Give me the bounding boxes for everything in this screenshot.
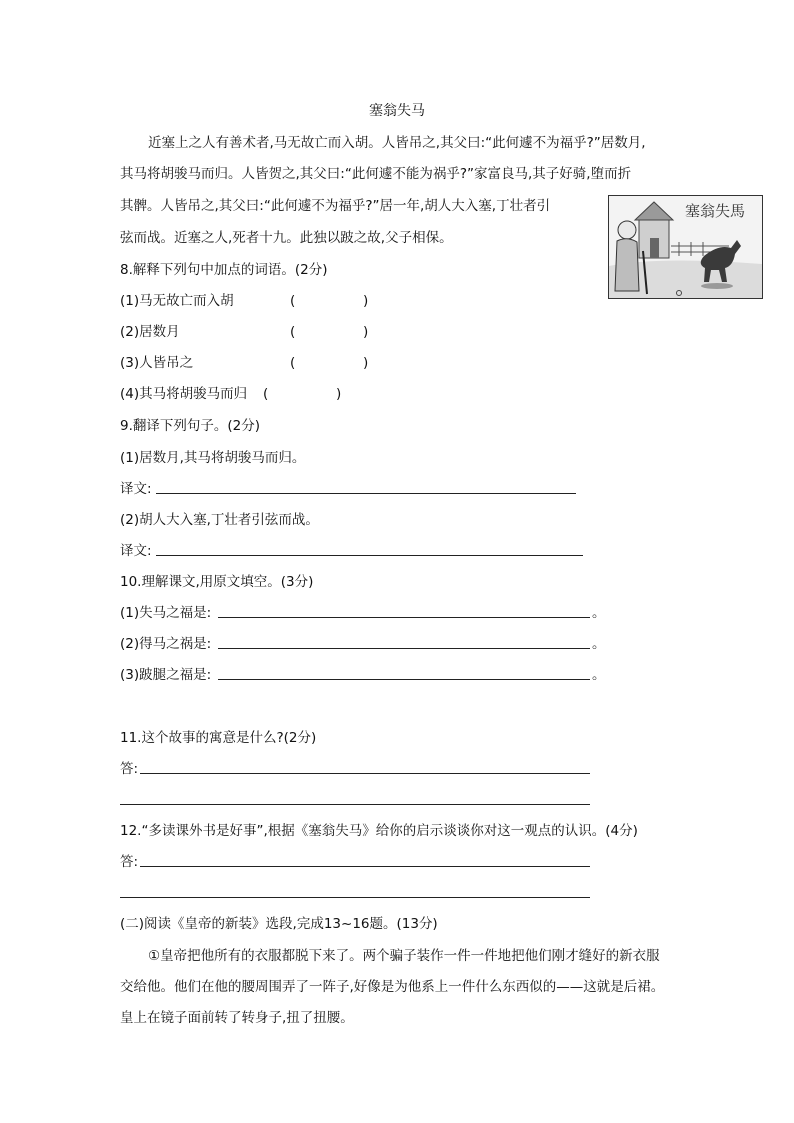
q8-item-3-open: ( <box>290 355 296 371</box>
q10-answer-line-2[interactable] <box>218 648 590 649</box>
illustration-image <box>608 195 763 299</box>
q8-item-3: (3)人皆吊之 <box>120 355 194 371</box>
q8-item-4-open: ( <box>263 386 269 402</box>
q12-stem: 12.“多读课外书是好事”,根据《塞翁失马》给你的启示谈谈你对这一观点的认识。(4分) <box>120 823 638 839</box>
q9-sentence-1: (1)居数月,其马将胡骏马而归。 <box>120 450 306 466</box>
section2-line-2: 交给他。他们在他的腰周围弄了一阵子,好像是为他系上一件什么东西似的——这就是后裙。 <box>120 979 665 995</box>
q8-item-1-close: ) <box>363 293 369 309</box>
q8-item-1: (1)马无故亡而入胡 <box>120 293 234 309</box>
q10-item-1: (1)失马之福是: <box>120 605 212 621</box>
q11-answer-label: 答: <box>120 761 139 777</box>
passage-line-2: 其马将胡骏马而归。人皆贺之,其父曰:“此何遽不能为祸乎?”家富良马,其子好骑,堕而折 <box>120 166 632 182</box>
q8-item-4-close: ) <box>336 386 342 402</box>
q12-answer-line-1[interactable] <box>140 866 590 867</box>
q10-item-3: (3)跛腿之福是: <box>120 667 212 683</box>
section2-heading: (二)阅读《皇帝的新装》选段,完成13~16题。(13分) <box>120 916 438 932</box>
passage-line-3: 其髀。人皆吊之,其父曰:“此何遽不为福乎?”居一年,胡人大入塞,丁壮者引 <box>120 198 551 214</box>
q8-item-3-close: ) <box>363 355 369 371</box>
q9-answer-label-1: 译文: <box>120 481 152 497</box>
q9-answer-label-2: 译文: <box>120 543 152 559</box>
q8-item-2-open: ( <box>290 324 296 340</box>
old-man-and-horse-illustration <box>609 196 762 298</box>
section2-line-3: 皇上在镜子面前转了转身子,扭了扭腰。 <box>120 1010 354 1026</box>
q8-item-2-close: ) <box>363 324 369 340</box>
illustration-caption: 塞翁失馬 <box>685 202 746 220</box>
passage-title: 塞翁失马 <box>369 103 425 119</box>
q11-answer-line-2[interactable] <box>120 804 590 805</box>
q10-item-2: (2)得马之祸是: <box>120 636 212 652</box>
q10-item-2-end: 。 <box>592 636 606 652</box>
q8-stem: 8.解释下列句中加点的词语。(2分) <box>120 262 328 278</box>
q9-sentence-2: (2)胡人大入塞,丁壮者引弦而战。 <box>120 512 319 528</box>
q10-stem: 10.理解课文,用原文填空。(3分) <box>120 574 314 590</box>
q10-item-3-end: 。 <box>592 667 606 683</box>
section2-line-1: ①皇帝把他所有的衣服都脱下来了。两个骗子装作一件一件地把他们刚才缝好的新衣服 <box>148 948 660 964</box>
q11-answer-line-1[interactable] <box>140 773 590 774</box>
passage-line-1: 近塞上之人有善术者,马无故亡而入胡。人皆吊之,其父曰:“此何遽不为福乎?”居数月, <box>148 135 646 151</box>
q10-item-1-end: 。 <box>592 605 606 621</box>
q8-item-1-open: ( <box>290 293 296 309</box>
q8-item-4: (4)其马将胡骏马而归 <box>120 386 248 402</box>
q9-stem: 9.翻译下列句子。(2分) <box>120 418 261 434</box>
q11-stem: 11.这个故事的寓意是什么?(2分) <box>120 730 317 746</box>
q9-answer-line-1[interactable] <box>156 493 576 494</box>
q12-answer-line-2[interactable] <box>120 897 590 898</box>
q12-answer-label: 答: <box>120 854 139 870</box>
q9-answer-line-2[interactable] <box>156 555 583 556</box>
q10-answer-line-1[interactable] <box>218 617 590 618</box>
passage-line-4: 弦而战。近塞之人,死者十九。此独以跛之故,父子相保。 <box>120 230 453 246</box>
q10-answer-line-3[interactable] <box>218 679 590 680</box>
q8-item-2: (2)居数月 <box>120 324 180 340</box>
